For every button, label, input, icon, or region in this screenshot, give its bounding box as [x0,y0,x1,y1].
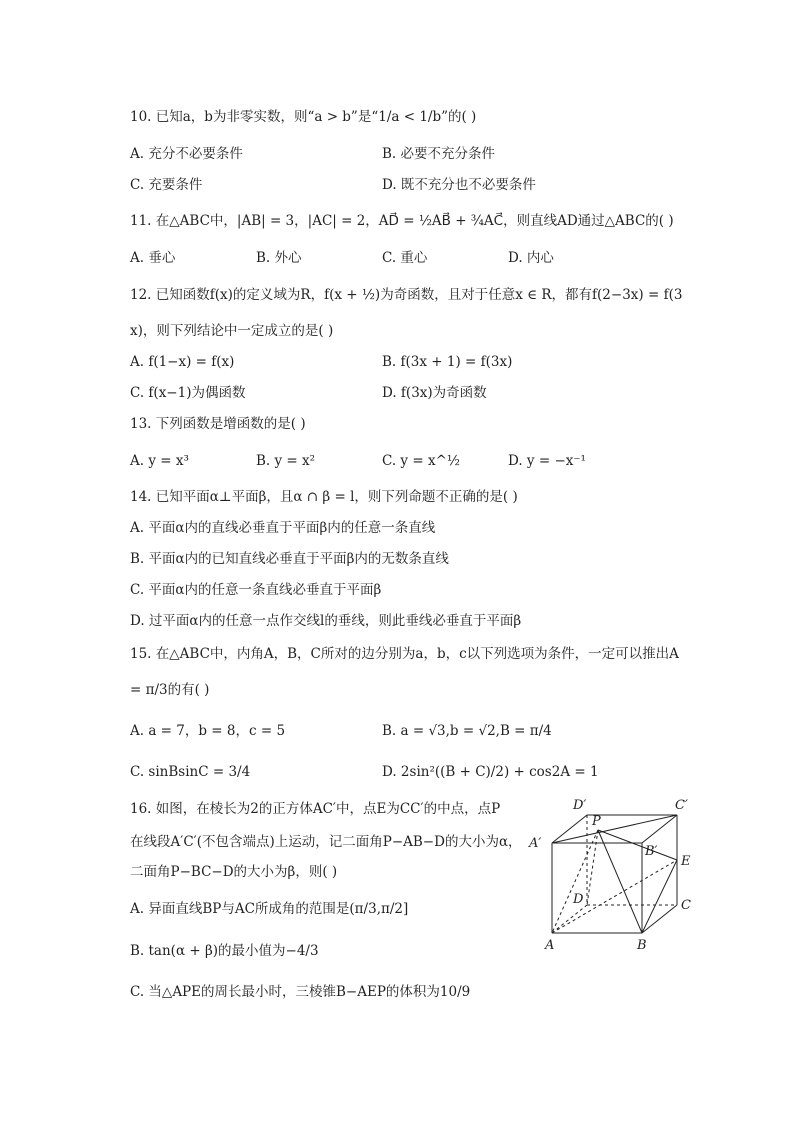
q12-stem-line1: 12. 已知函数f(x)的定义域为R，f(x + ½)为奇函数，且对于任意x ∈ R，都有f(2−3x) = f(3 [130,287,683,303]
edge-ad-hidden [552,905,587,933]
q11-option-a: A. 垂心 [130,250,176,266]
q14-option-a: A. 平面α内的直线必垂直于平面β内的任意一条直线 [130,520,436,536]
q16-option-a: A. 异面直线BP与AC所成角的范围是(π/3,π/2] [130,901,409,917]
q10-option-c: C. 充要条件 [130,177,203,193]
q11-option-d: D. 内心 [508,250,554,266]
q16-stem-line1: 16. 如图，在棱长为2的正方体AC′中，点E为CC′的中点，点P [130,801,501,817]
label-c: C [681,898,691,913]
q12-option-c: C. f(x−1)为偶函数 [130,385,246,401]
q14-option-c: C. 平面α内的任意一条直线必垂直于平面β [130,582,382,598]
label-a-prime: A′ [529,836,542,851]
q11-option-b: B. 外心 [256,250,302,266]
label-d: D [573,892,584,907]
label-c-prime: C′ [675,798,688,813]
q16-option-c: C. 当△APE的周长最小时，三棱锥B−AEP的体积为10/9 [130,984,471,1000]
q10-option-a: A. 充分不必要条件 [130,146,243,162]
q13-option-c: C. y = x^½ [382,453,460,469]
segment-ae-hidden [552,860,677,933]
q15-stem-line1: 15. 在△ABC中，内角A，B，C所对的边分别为a，b，c以下列选项为条件，一定可以推出A [130,646,679,662]
q11-option-c: C. 重心 [382,250,428,266]
q12-option-d: D. f(3x)为奇函数 [382,385,487,401]
q16-stem-line2: 在线段A′C′(不包含端点)上运动，记二面角P−AB−D的大小为α， [130,834,522,850]
q14-option-b: B. 平面α内的已知直线必垂直于平面β内的无数条直线 [130,551,449,567]
q13-option-b: B. y = x² [256,453,316,469]
q12-option-b: B. f(3x + 1) = f(3x) [382,354,513,370]
q16-option-b: B. tan(α + β)的最小值为−4/3 [130,943,319,959]
segment-pa-hidden [552,830,598,933]
label-d-prime: D′ [573,798,587,813]
segment-pb [598,830,642,933]
q14-stem: 14. 已知平面α⊥平面β，且α ∩ β = l，则下列命题不正确的是( ) [130,489,518,505]
q13-stem: 13. 下列函数是增函数的是( ) [130,416,306,432]
segment-eb [642,860,677,933]
cube-figure [525,795,700,955]
q15-option-a: A. a = 7，b = 8，c = 5 [130,723,286,739]
q10-option-d: D. 既不充分也不必要条件 [382,177,536,193]
label-b: B [637,938,647,953]
label-b-prime: B′ [645,844,658,859]
q10-stem: 10. 已知a，b为非零实数，则“a > b”是“1/a < 1/b”的( ) [130,109,477,125]
edge-bc [642,905,677,933]
q15-option-d: D. 2sin²((B + C)/2) + cos2A = 1 [382,764,599,780]
q11-stem: 11. 在△ABC中，|AB| = 3，|AC| = 2，AD⃗ = ½AB⃗ + ¾AC⃗，则直线AD通过△ABC的( ) [130,213,674,229]
q12-option-a: A. f(1−x) = f(x) [130,354,235,370]
q10-option-b: B. 必要不充分条件 [382,146,496,162]
q15-option-b: B. a = √3,b = √2,B = π/4 [382,723,552,739]
label-e: E [681,854,691,869]
q15-option-c: C. sinBsinC = 3/4 [130,764,251,780]
label-p: P [592,814,601,829]
q13-option-d: D. y = −x⁻¹ [508,453,586,469]
label-a: A [545,938,555,953]
q16-stem-line3: 二面角P−BC−D的大小为β，则( ) [130,864,338,880]
q15-stem-line2: = π/3的有( ) [130,682,210,698]
segment-pe [598,830,677,860]
q12-stem-line2: x)，则下列结论中一定成立的是( ) [130,323,334,339]
q13-option-a: A. y = x³ [130,453,189,469]
diagonal-a1c1 [552,815,677,843]
q14-option-d: D. 过平面α内的任意一点作交线l的垂线，则此垂线必垂直于平面β [130,613,522,629]
